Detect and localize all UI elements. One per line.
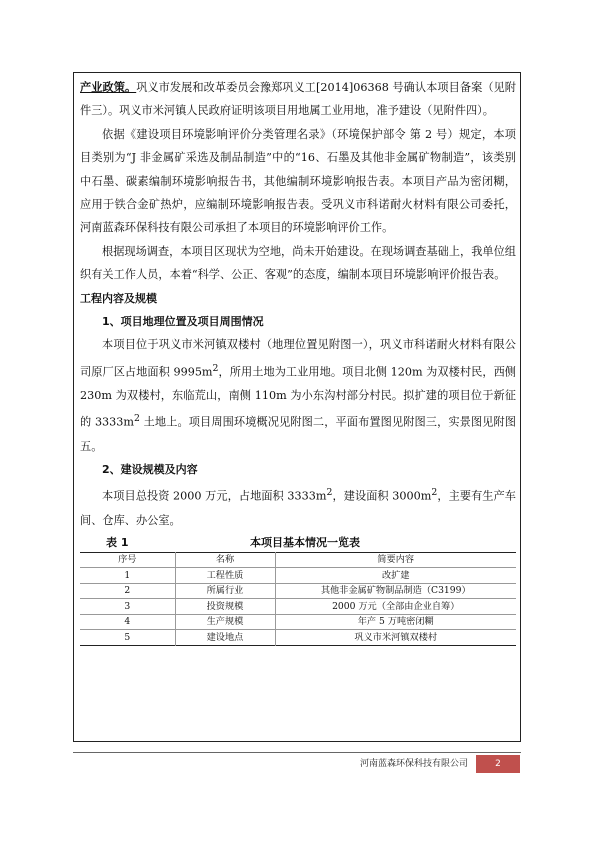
superscript-2: 2	[212, 362, 219, 374]
table-cell: 改扩建	[275, 568, 516, 584]
paragraph-location	[80, 333, 516, 458]
location-text-a: 本项目位于巩义市米河镇双楼村（地理位置见附图一），巩义市科诺耐火材料有限公司原厂区占地面积 9995m	[80, 338, 516, 379]
table-cell: 投资规模	[175, 599, 275, 615]
table-cell: 2	[80, 583, 175, 599]
table-cell: 其他非金属矿物制品制造（C3199）	[275, 583, 516, 599]
report-body	[80, 76, 516, 646]
scale-text-a: 本项目总投资 2000 万元，占地面积 3333m	[102, 490, 327, 504]
project-info-table	[80, 552, 516, 646]
industrial-policy-label: 产业政策。	[80, 80, 137, 94]
paragraph-classification: 依据《建设项目环境影响评价分类管理名录》（环境保护部令 第 2 号）规定，本项目类别为“J 非金属矿采选及制品制造”中的“16、石墨及其他非金属矿物制造”，该类别中石墨、碳素编制环境影响报告书，其他编制环境影响报告表。本项目产品为密闭糊，应用于铁合金矿热炉，应编制环境影响报告表。受巩义市科诺耐火材料有限公司委托，河南蓝森环保科技有限公司承担了本项目的环境影响评价工作。	[80, 127, 516, 235]
table-cell: 1	[80, 568, 175, 584]
table-row	[80, 630, 516, 646]
header-cell: 序号	[80, 552, 175, 568]
table-header-row	[80, 552, 516, 568]
table-row	[80, 583, 516, 599]
header-cell: 简要内容	[275, 552, 516, 568]
table-cell: 年产 5 万吨密闭糊	[275, 614, 516, 630]
table-cell: 2000 万元（全部由企业自筹）	[275, 599, 516, 615]
header-cell: 名称	[175, 552, 275, 568]
industrial-policy-text: 巩义市发展和改革委员会豫郑巩义工[2014]06368 号确认本项目备案（见附件三）。巩义市米河镇人民政府证明该项目用地属工业用地，准予建设（见附件四）。	[80, 81, 516, 118]
table-number: 表 1	[106, 535, 129, 549]
table-cell: 所属行业	[175, 583, 275, 599]
table-caption	[80, 534, 516, 552]
table-cell: 生产规模	[175, 614, 275, 630]
table-cell: 工程性质	[175, 568, 275, 584]
table-cell: 4	[80, 614, 175, 630]
table-row	[80, 568, 516, 584]
scale-text-c: ，主要有生产车间、仓库、办公室。	[80, 490, 516, 527]
location-text-b: ，所用土地为工业用地。项目北侧 120m 为双楼村民，西侧 230m 为双楼村，东临荒山，南侧 110m 为小东沟村部分村民。拟扩建的项目位于新征的 3333m	[80, 365, 516, 430]
page-number-badge: 2	[476, 755, 520, 773]
paragraph-industrial-policy	[80, 76, 516, 123]
footer-divider	[73, 752, 521, 753]
table-row	[80, 614, 516, 630]
table-cell: 3	[80, 599, 175, 615]
section-title: 工程内容及规模	[80, 291, 157, 305]
superscript-2: 2	[431, 487, 438, 499]
table-cell: 巩义市米河镇双楼村	[275, 630, 516, 646]
table-cell: 5	[124, 631, 131, 643]
table-row	[80, 599, 516, 615]
superscript-2: 2	[134, 413, 140, 425]
subsection-location-title: 1、项目地理位置及项目周围情况	[102, 315, 264, 329]
superscript-2: 2	[326, 487, 333, 499]
location-text-c: 土地上。项目周围环境概况见附图二，平面布置图见附图三，实景图见附图五。	[80, 416, 516, 453]
paragraph-scale	[80, 481, 516, 532]
scale-text-b: ，建设面积 3000m	[332, 490, 432, 504]
table-title: 本项目基本情况一览表	[250, 535, 360, 549]
table-cell: 建设地点	[175, 630, 275, 646]
paragraph-site-survey: 根据现场调查，本项目区现状为空地，尚未开始建设。在现场调查基础上，我单位组织有关工作人员，本着“科学、公正、客观”的态度，编制本项目环境影响评价报告表。	[80, 244, 516, 282]
footer-company: 河南蓝森环保科技有限公司	[359, 759, 468, 769]
subsection-scale-title: 2、建设规模及内容	[102, 462, 198, 476]
